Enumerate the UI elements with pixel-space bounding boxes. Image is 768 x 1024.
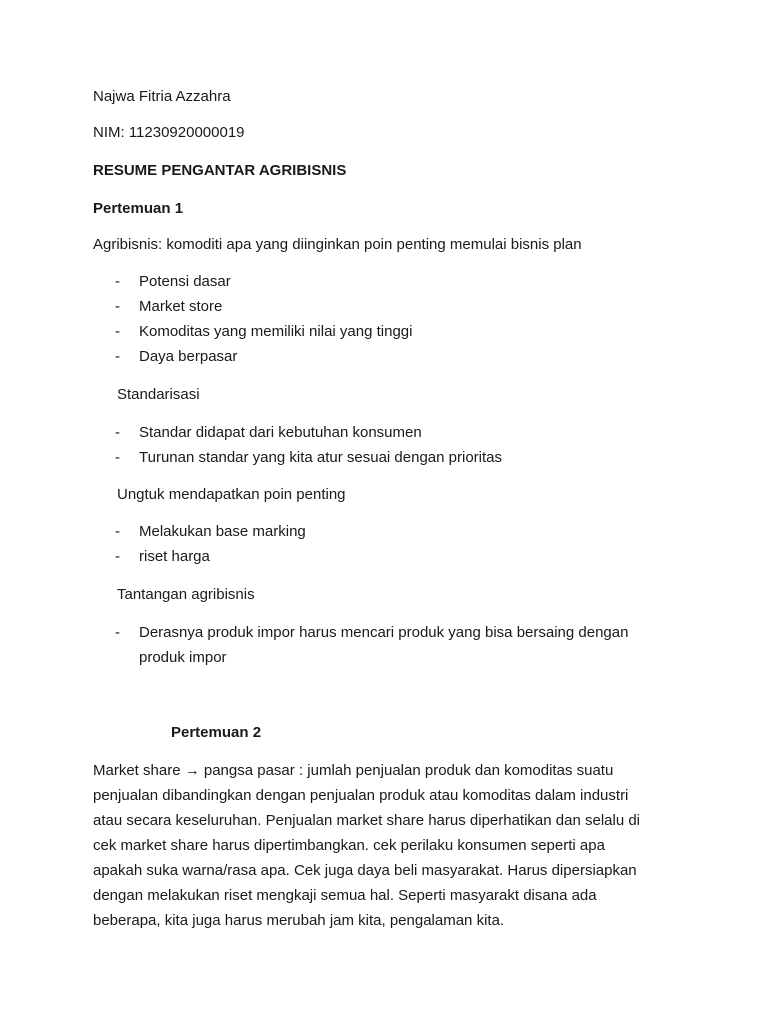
list-bullet: - [115, 548, 120, 565]
tantangan-label: Tantangan agribisnis [117, 586, 255, 603]
list-bullet: - [115, 424, 120, 441]
list-bullet: - [115, 624, 120, 641]
document-title: RESUME PENGANTAR AGRIBISNIS [93, 162, 347, 179]
list-item: Standar didapat dari kebutuhan konsumen [139, 424, 422, 441]
student-id: NIM: 11230920000019 [93, 124, 245, 141]
meeting-2-heading: Pertemuan 2 [171, 724, 262, 741]
list-item: Market store [139, 298, 223, 315]
list-item: Turunan standar yang kita atur sesuai dengan prioritas [139, 449, 502, 466]
list-item: Melakukan base marking [139, 523, 306, 540]
poin-penting-label: Ungtuk mendapatkan poin penting [117, 486, 346, 503]
list-bullet: - [115, 449, 120, 466]
list-bullet: - [115, 273, 120, 290]
paragraph-line: Market share → pangsa pasar : jumlah penjualan produk dan komoditas suatu [93, 762, 614, 779]
meeting-1-heading: Pertemuan 1 [93, 200, 184, 217]
meeting-2-paragraph [93, 758, 673, 933]
meeting-1-intro: Agribisnis: komoditi apa yang diinginkan poin penting memulai bisnis plan [93, 236, 582, 253]
paragraph-line: dengan melakukan riset mengkaji semua hal. Seperti masyarakt disana ada [93, 887, 597, 904]
paragraph-line: cek market share harus dipertimbangkan. cek perilaku konsumen seperti apa [93, 837, 605, 854]
author-name: Najwa Fitria Azzahra [93, 88, 231, 105]
list-bullet: - [115, 298, 120, 315]
standarisasi-label: Standarisasi [117, 386, 200, 403]
list-bullet: - [115, 523, 120, 540]
paragraph-line: apakah suka warna/rasa apa. Cek juga daya beli masyarakat. Harus dipersiapkan [93, 862, 637, 879]
list-item: Daya berpasar [139, 348, 238, 365]
list-bullet: - [115, 323, 120, 340]
paragraph-line: beberapa, kita juga harus merubah jam kita, pengalaman kita. [93, 912, 505, 929]
paragraph-line: atau secara keseluruhan. Penjualan market share harus diperhatikan dan selalu di [93, 812, 641, 829]
list-item: Derasnya produk impor harus mencari produk yang bisa bersaing dengan [139, 624, 629, 641]
paragraph-line: penjualan dibandingkan dengan penjualan produk atau komoditas dalam industri [93, 787, 629, 804]
list-item: riset harga [139, 548, 210, 565]
list-item: Potensi dasar [139, 273, 231, 290]
list-item-continuation: produk impor [139, 649, 227, 666]
list-item: Komoditas yang memiliki nilai yang tinggi [139, 323, 413, 340]
list-bullet: - [115, 348, 120, 365]
